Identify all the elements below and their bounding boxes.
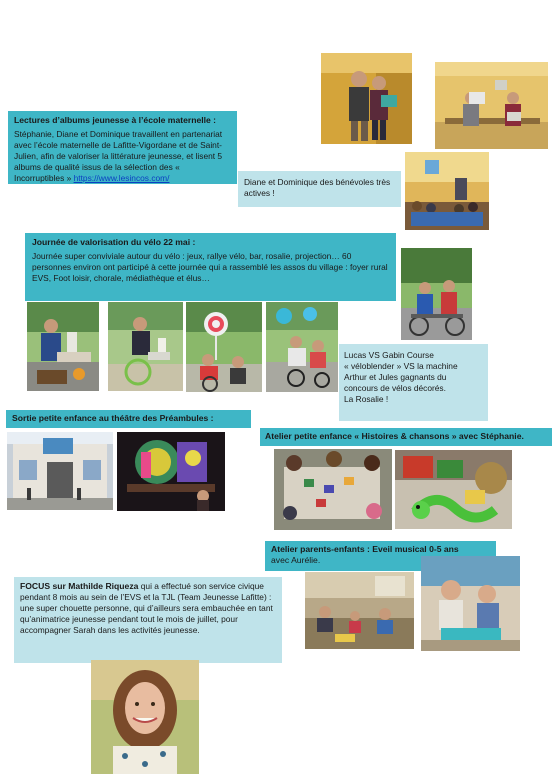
- photo-children-listening: [405, 152, 489, 230]
- parents-title: Atelier parents-enfants : Eveil musical 0-5 ans: [271, 544, 459, 554]
- photo-reading-bench: [435, 62, 548, 149]
- photo-portrait: [91, 660, 199, 774]
- lectures-text: Stéphanie, Diane et Dominique travaillent en partenariat avec l’école maternelle de Lafitte-Vigordane et de Saint-Julien, afin de valoriser la littérature jeunesse, et lisent 5 albums de qualité issus de la sélection des « Incorruptibles » https://www.lesincos.com/: [14, 129, 223, 183]
- velo-title: Journée de valorisation du vélo 22 mai :: [32, 237, 196, 247]
- focus-text: qui a effectué son service civique pendant 8 mois au sein de l’EVS et la TJL (Team Jeunesse Lafitte) : une super chouette personne, qui d’ailleurs sera embauchée en tant qu’animatrice jeunesse pendant tout le mois de juillet, pour accompagner Sarah dans les activités jeunesse.: [20, 581, 273, 635]
- parents-subtitle: avec Aurélie.: [271, 555, 321, 565]
- photo-decorated-bike: [186, 302, 262, 392]
- lectures-caption: Diane et Dominique des bénévoles très actives !: [238, 171, 401, 207]
- velo-caption: Lucas VS Gabin Course « véloblender » VS la machine Arthur et Jules gagnants du concours de vélos décorés. La Rosalie !: [339, 344, 488, 421]
- lectures-title: Lectures d’albums jeunesse à l’école maternelle :: [14, 115, 217, 125]
- histoires-title: Atelier petite enfance « Histoires & chansons » avec Stéphanie.: [260, 428, 552, 446]
- photo-reading-standing: [321, 53, 412, 144]
- photo-velo-blender: [27, 302, 99, 391]
- photo-boy-bike: [108, 302, 183, 391]
- sortie-title: Sortie petite enfance au théâtre des Préambules :: [6, 410, 251, 428]
- photo-music-room: [305, 572, 414, 649]
- velo-text: Journée super conviviale autour du vélo : jeux, rallye vélo, bar, rosalie, projection… 60 personnes environ ont participé à cette journée qui a rassemblé les assos du village : foyer rural EVS, Foot loisir, chorale, médiathèque et élus…: [32, 251, 388, 283]
- photo-kids-floor: [274, 449, 392, 530]
- photo-snake-puppet: [395, 450, 512, 529]
- photo-children-instruments: [421, 556, 520, 651]
- photo-theatre-stage: [117, 432, 225, 511]
- lesincos-link[interactable]: https://www.lesincos.com/: [73, 173, 170, 183]
- lectures-box: [8, 111, 237, 184]
- photo-kids-balloons: [266, 302, 338, 392]
- photo-theatre-building: [7, 432, 113, 510]
- velo-box: [25, 233, 396, 301]
- focus-box: [14, 577, 282, 663]
- photo-rosalie: [401, 248, 472, 340]
- focus-name: FOCUS sur Mathilde Riqueza: [20, 581, 139, 591]
